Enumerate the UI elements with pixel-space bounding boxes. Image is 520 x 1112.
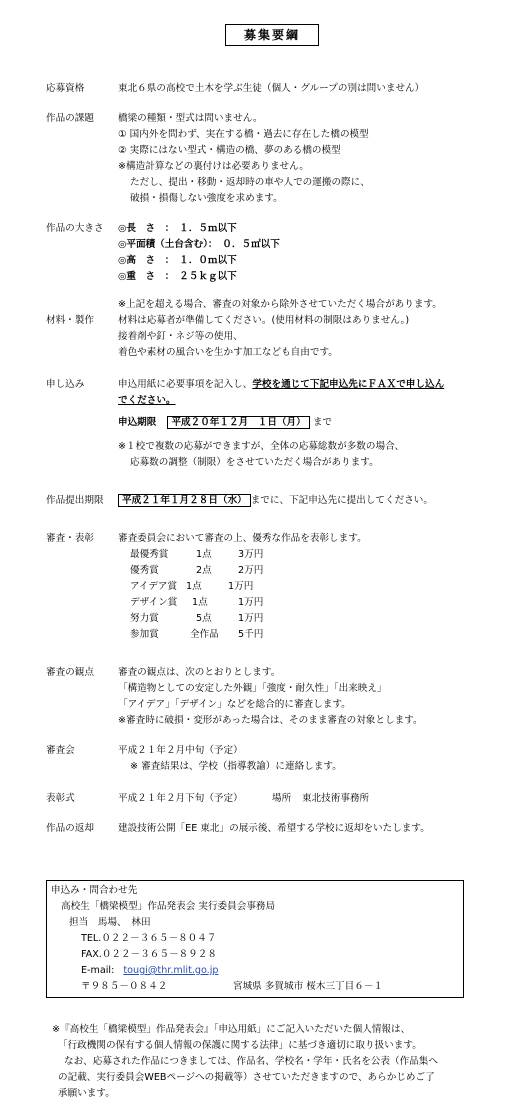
application-plain: 申込用紙に必要事項を記入し、 [118,379,253,390]
privacy-note: の記載、実行委員会WEBページへの掲載等）させていただきますので、あらかじめご了 [58,1072,435,1083]
prize-count: 1点 [192,597,208,608]
size-line: ◎平面積（土台含む）： ０．５㎡以下 [118,239,280,250]
materials-line: ※上記を超える場合、審査の対象から除外させていただく場合があります。 [118,299,442,310]
size-line: ◎重 さ ： ２５ｋｇ以下 [118,271,237,282]
prize-name: デザイン賞 [130,597,178,608]
application-emphasis-2: でください。 [118,395,176,406]
page-title: 募集要綱 [225,24,319,46]
materials-line: 接着剤や釘・ネジ等の使用、 [118,331,243,342]
prize-amount: 2万円 [238,565,264,576]
submission-date: 平成２１年１月２８日（水） [118,494,251,507]
prize-name: 参加賞 [130,629,159,640]
theme-line: ただし、提出・移動・返却時の車や人での運搬の際に、 [130,177,370,188]
prize-count: 全作品 [190,629,219,640]
prize-count: 5点 [196,613,212,624]
contact-email-label: E-mail: [81,965,115,976]
meeting-date: 平成２１年２月中旬（予定） [118,745,243,756]
theme-line: 破損・損傷しない強度を求めます。 [130,193,283,204]
judging-intro: 審査委員会において審査の上、優秀な作品を表彰します。 [118,533,367,544]
contact-fax: FAX.０２２－３６５－８９２８ [81,949,217,960]
contact-tel: TEL.０２２－３６５－８０４７ [81,933,217,944]
theme-line: ② 実際にはない型式・構造の橋、夢のある橋の模型 [118,145,341,156]
ceremony-place-label: 場所 [272,793,292,804]
privacy-note: ※『高校生「橋梁模型」作品発表会』「申込用紙」にご記入いただいた個人情報は、 [52,1024,411,1035]
application-note: ※１校で複数の応募ができますが、全体の応募総数が多数の場合、 [118,441,405,452]
prize-name: 最優秀賞 [130,549,169,560]
privacy-note: 「行政機関の保有する個人情報の保護に関する法律」に基づき適切に取り扱います。 [58,1040,422,1051]
prize-amount: 1万円 [238,613,264,624]
contact-heading: 申込み・問合わせ先 [51,885,138,896]
return-label: 作品の返却 [46,823,94,834]
contact-box [46,880,464,998]
contact-address: 宮城県 多賀城市 桜木三丁目６－１ [233,981,384,992]
contact-email-row [81,963,218,979]
prize-count: 2点 [196,565,212,576]
ceremony-label: 表彰式 [46,793,75,804]
submission-label: 作品提出期限 [46,495,104,506]
meeting-label: 審査会 [46,745,75,756]
prize-amount: 5千円 [238,629,264,640]
prize-count: 1点 [196,549,212,560]
eligibility-label: 応募資格 [46,83,85,94]
prize-amount: 1万円 [238,597,264,608]
materials-label: 材料・製作 [46,315,94,326]
materials-line: 材料は応募者が準備してください。(使用材料の制限はありません。) [118,315,410,326]
prize-amount: 3万円 [238,549,264,560]
return-text: 建設技術公開「EE 東北」の展示後、希望する学校に返却をいたします。 [118,823,430,834]
deadline-value: 平成２０年１２月 １日（月） [167,416,309,429]
application-note: 応募数の調整（制限）をさせていただく場合があります。 [130,457,379,468]
theme-line: 橋梁の種類・型式は問いません。 [118,113,263,124]
eligibility-text: 東北６県の高校で土木を学ぶ生徒（個人・グループの別は問いません） [118,83,425,94]
criteria-line: ※審査時に破損・変形があった場合は、そのまま審査の対象とします。 [118,715,423,726]
deadline-suffix: まで [312,417,332,428]
size-line: ◎高 さ ： １．０ｍ以下 [118,255,237,266]
deadline-label: 申込期限 [118,417,157,428]
contact-org: 高校生「橋梁模型」作品発表会 実行委員会事務局 [61,901,276,912]
criteria-line: 「アイデア」「デザイン」などを総合的に審査します。 [118,699,351,710]
criteria-line: 「構造物としての安定した外観」「強度・耐久性」「出来映え」 [118,683,387,694]
size-label: 作品の大きさ [46,223,104,234]
submission-suffix: までに、下記申込先に提出してください。 [250,495,433,506]
prize-amount: 1万円 [228,581,254,592]
criteria-label: 審査の観点 [46,667,94,678]
prize-name: 努力賞 [130,613,159,624]
judging-label: 審査・表彰 [46,533,94,544]
ceremony-date: 平成２１年２月下旬（予定） [118,793,243,804]
materials-line: 着色や素材の風合いを生かす加工なども自由です。 [118,347,338,358]
privacy-note: なお、応募された作品につきましては、作品名、学校名・学年・氏名を公表（作品集へ [64,1056,438,1067]
prize-count: 1点 [186,581,202,592]
criteria-line: 審査の観点は、次のとおりとします。 [118,667,281,678]
prize-name: 優秀賞 [130,565,159,576]
ceremony-place: 東北技術事務所 [302,793,370,804]
application-line-1 [118,377,444,393]
application-emphasis: 学校を通じて下記申込先にＦＡＸで申し込ん [252,379,445,390]
contact-person: 担当 馬場、 林田 [69,917,151,928]
contact-postal: 〒９８５－０８４２ [81,981,168,992]
contact-email-link[interactable]: tougi@thr.mlit.go.jp [123,965,219,976]
submission-line [118,493,433,509]
theme-label: 作品の課題 [46,113,94,124]
theme-line: ※構造計算などの裏付けは必要ありません。 [118,161,309,172]
prize-name: アイデア賞 [130,581,178,592]
privacy-note: 承願います。 [58,1088,115,1099]
application-label: 申し込み [46,379,85,390]
theme-line: ① 国内外を問わず、実在する橋・過去に存在した橋の模型 [118,129,369,140]
size-line: ◎長 さ ： １．５ｍ以下 [118,223,237,234]
application-deadline [118,415,332,431]
meeting-note: ※ 審査結果は、学校（指導教諭）に連絡します。 [130,761,342,772]
